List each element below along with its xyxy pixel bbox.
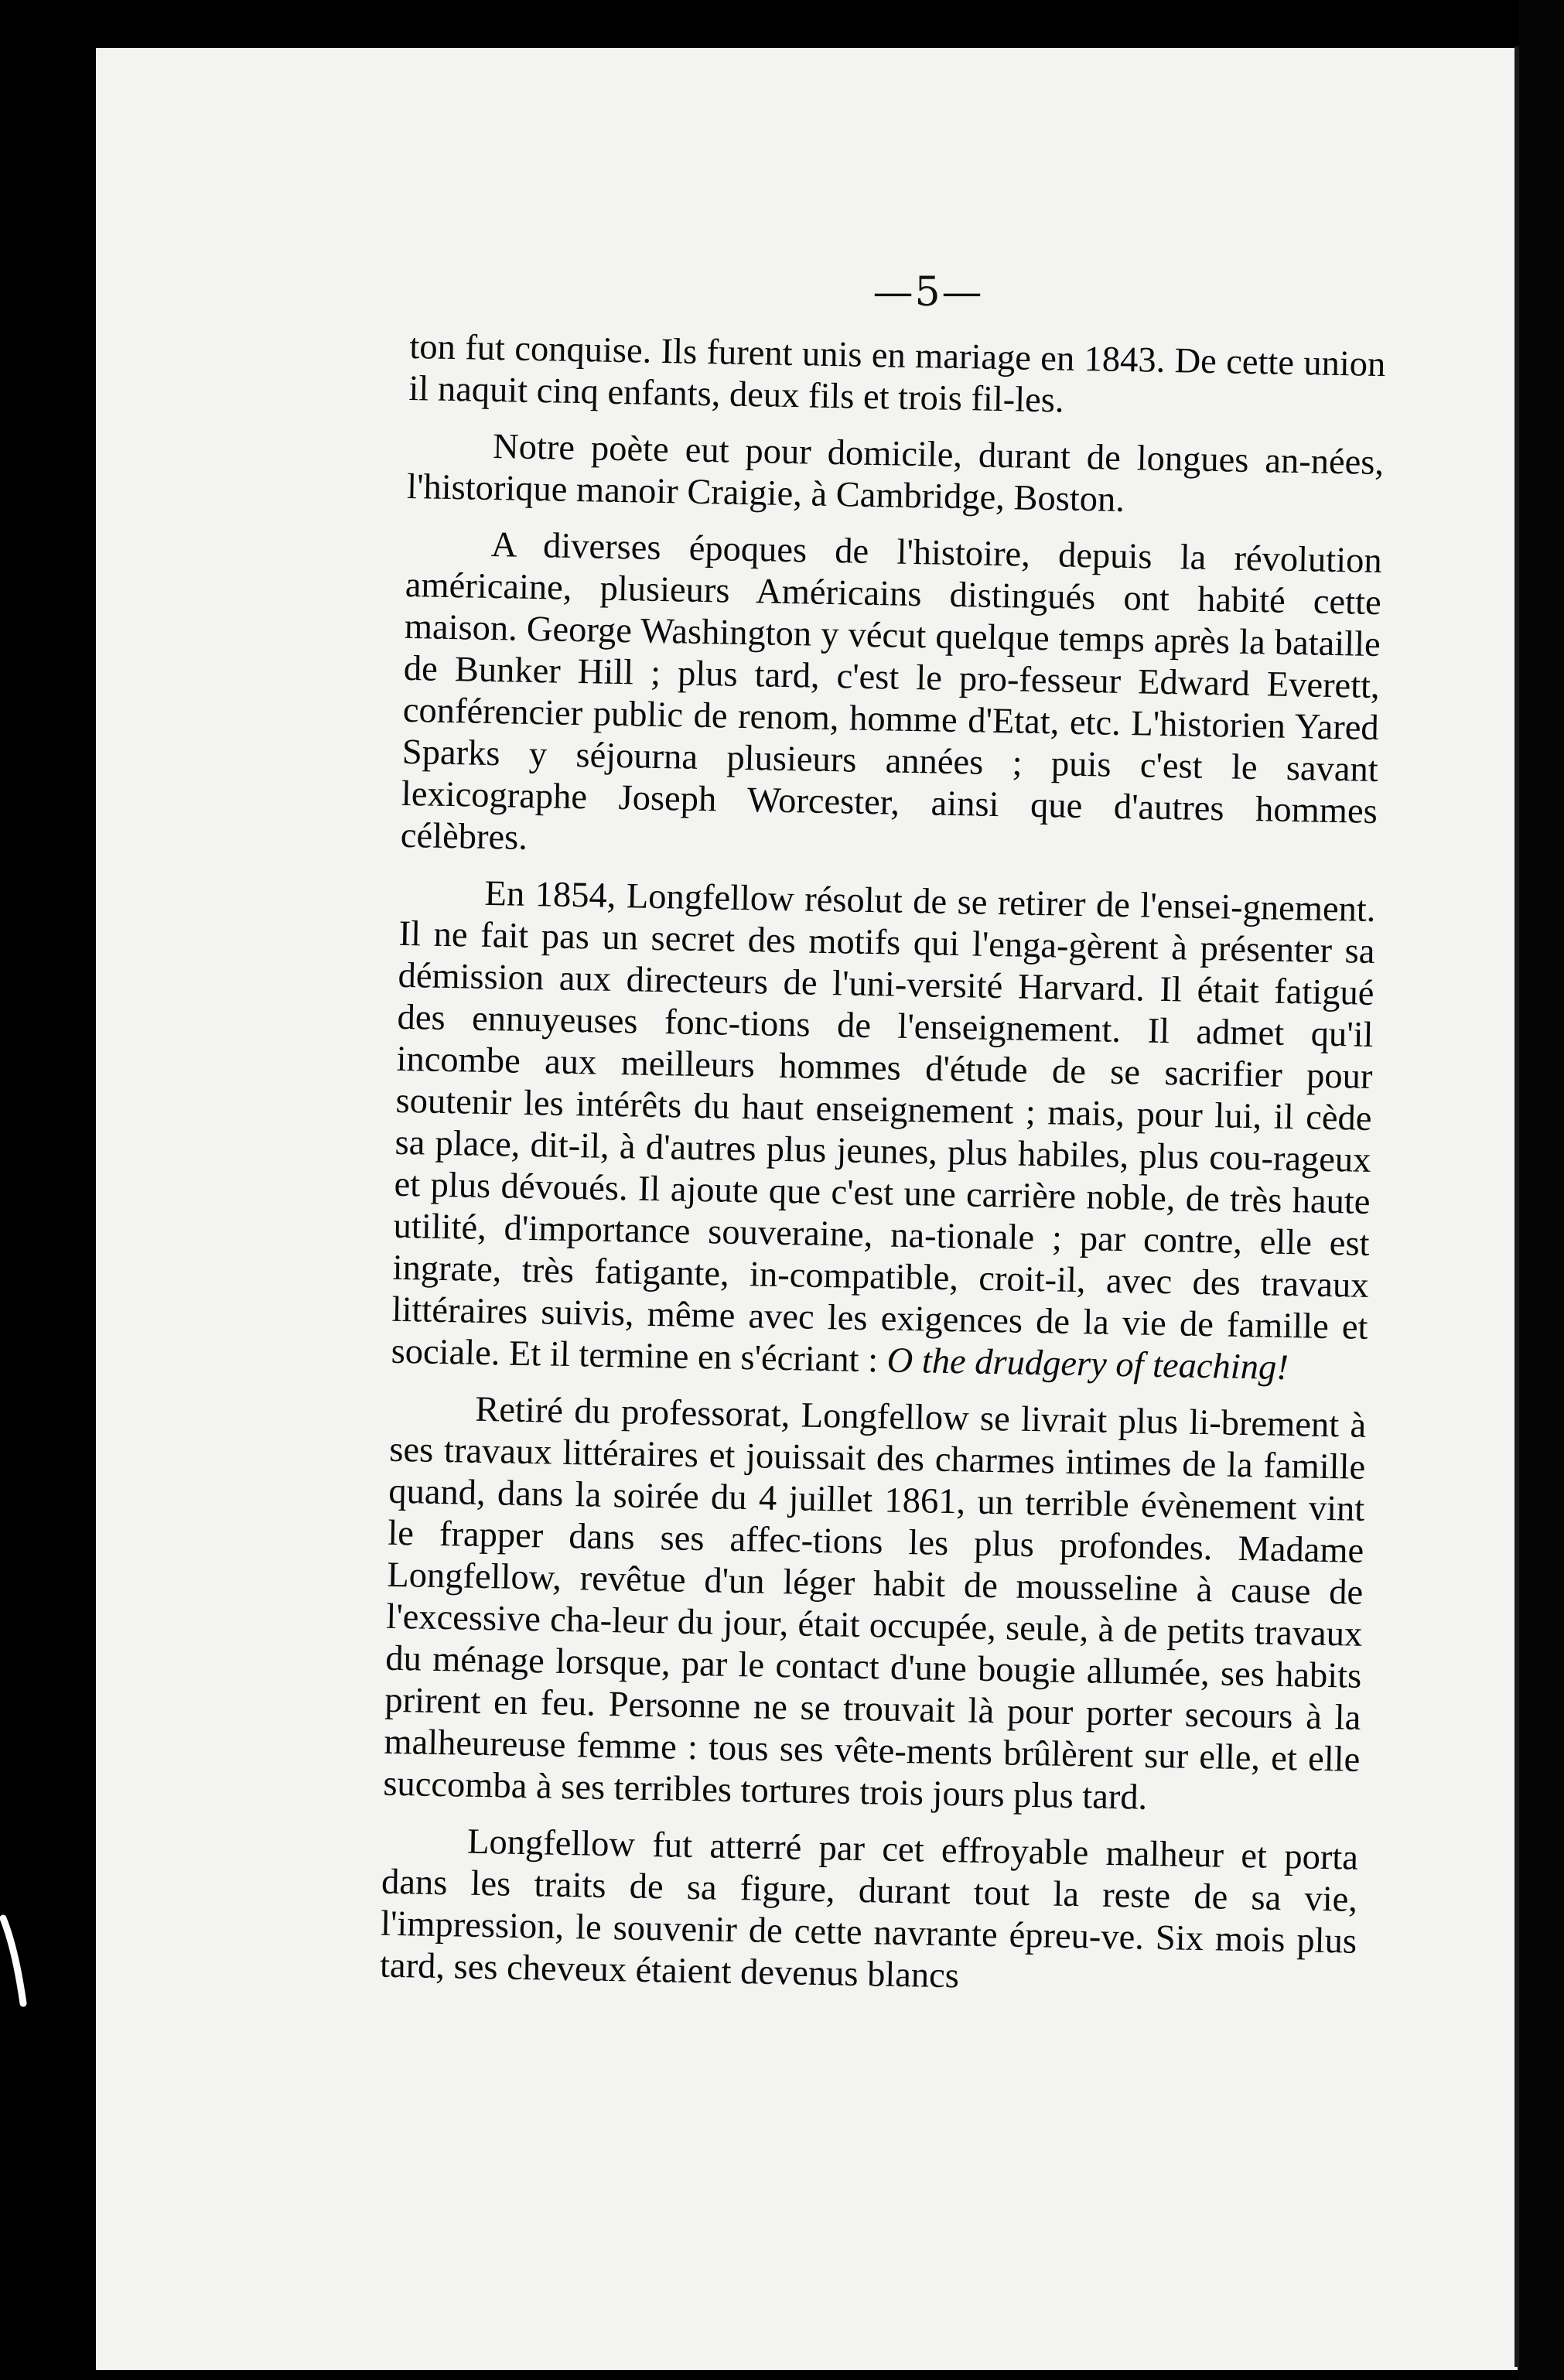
paper-right-edge: [1514, 46, 1519, 2367]
paragraph-5: [383, 1388, 1367, 1823]
paragraph-4-text: En 1854, Longfellow résolut de se retirer de l'ensei-gnement. Il ne fait pas un secret des motifs qui l'enga-gèrent à présenter sa démission aux directeurs de l'uni-versité Harvard. Il était fatigué des ennuyeuses fonc-tions de l'enseignement. Il admet qu'il incombe aux meilleurs hommes d'étude de se sacrifier pour soutenir les intérêts du haut enseignement ; mais, pour lui, il cède sa place, dit-il, à d'autres plus jeunes, plus habiles, plus cou-rageux et plus dévoués. Il ajoute que c'est une carrière noble, de très haute utilité, d'importance souveraine, na-tionale ; par contre, elle est ingrate, très fatigante, in-compatible, croit-il, avec des travaux littéraires suivis, même avec les exigences de la vie de famille et sociale. Et il termine en s'écriant :: [391, 873, 1376, 1381]
paragraph-5-text: Retiré du professorat, Longfellow se livrait plus li-brement à ses travaux littéraires et jouissait des charmes intimes de la famille quand, dans la soirée du 4 juillet 1861, un terrible évènement vint le frapper dans ses affec-tions les plus profondes. Madame Longfellow, revêtue d'un léger habit de mousseline à cause de l'excessive cha-leur du jour, était occupée, seule, à de petits travaux du ménage lorsque, par le contact d'une bougie allumée, ses habits prirent en feu. Personne ne se trouvait là pour porter secours à la malheureuse femme : tous ses vête-ments brûlèrent sur elle, et elle succomba à ses terribles tortures trois jours plus tard.: [382, 1389, 1367, 1818]
paragraph-2: [407, 425, 1385, 526]
paragraph-3-text: A diverses époques de l'histoire, depuis la révolution américaine, plusieurs Américains distingués ont habité cette maison. George Washington y vécut quelque temps après la bataille de Bunker Hill ; plus tard, c'est le pro-fesseur Edward Everett, conférencier public de renom, homme d'Etat, etc. L'historien Yared Sparks y séjourna plusieurs années ; puis c'est le savant lexicographe Joseph Worcester, ainsi que d'autres hommes célèbres.: [400, 524, 1383, 858]
paragraph-1: [408, 326, 1386, 428]
page-number: —5—: [872, 269, 984, 316]
paragraph-4-quote: O the drudgery of teaching!: [886, 1340, 1289, 1388]
paragraph-2-text: Notre poète eut pour domicile, durant de longues an-nées, l'historique manoir Craigie, à Cambridge, Boston.: [406, 426, 1385, 520]
right-dark-margin: [1519, 0, 1564, 2380]
paragraph-6: [380, 1820, 1359, 2005]
scan-artifact-mark: [0, 1903, 31, 2011]
paragraph-4: [391, 872, 1376, 1391]
paragraph-1-text: ton fut conquise. Ils furent unis en mariage en 1843. De cette union il naquit cinq enfants, deux fils et trois fil-les.: [408, 326, 1386, 421]
paragraph-6-text: Longfellow fut atterré par cet effroyable malheur et porta dans les traits de sa figure, durant tout la reste de sa vie, l'impression, le souvenir de cette navrante épreu-ve. Six mois plus tard, ses cheveux étaient devenus blancs: [379, 1822, 1359, 1996]
paragraph-3: [400, 523, 1382, 875]
body-text: [379, 326, 1385, 2020]
